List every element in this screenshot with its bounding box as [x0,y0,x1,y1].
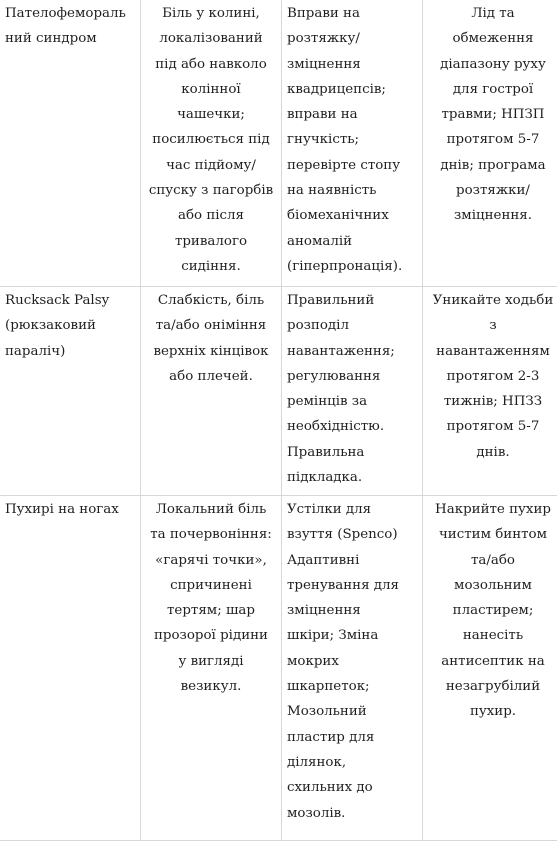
table-row [0,0,557,287]
prevention-cell: Устілки для взуття (Spenco) Адаптивні тренування для зміцнення шкіри; Зміна мокрих шкарпеток; Мозольний пластир для ділянок, схильних до мозолів. [282,496,423,841]
treatment-cell: Лід та обмеження діапазону руху для гострої травми; НПЗП протягом 5-7 днів; програма розтяжки/ зміцнення. [423,0,557,287]
symptoms-cell: Біль у колині, локалізований під або навколо колінної чашечки; посилюється під час підйому/ спуску з пагорбів або після тривалого сидіння. [141,0,282,287]
prevention-cell: Вправи на розтяжку/ зміцнення квадрицепсів; вправи на гнучкість; перевірте стопу на наявність біомеханічних аномалій (гіперпронація). [282,0,423,287]
table-row [0,496,557,841]
condition-cell: Rucksack Palsy (рюкзаковий параліч) [0,287,141,496]
symptoms-cell: Слабкість, біль та/або оніміння верхніх кінцівок або плечей. [141,287,282,496]
symptoms-cell: Локальний біль та почервоніння: «гарячі точки», спричинені тертям; шар прозорої рідини у вигляді везикул. [141,496,282,841]
treatment-cell: Уникайте ходьби з навантаженням протягом 2-3 тижнів; НПЗЗ протягом 5-7 днів. [423,287,557,496]
prevention-cell: Правильний розподіл навантаження; регулювання ремінців за необхідністю. Правильна підкладка. [282,287,423,496]
condition-cell: Пухирі на ногах [0,496,141,841]
treatment-cell: Накрийте пухир чистим бинтом та/або мозольним пластирем; нанесіть антисептик на незагрубілий пухир. [423,496,557,841]
condition-cell: Пателофемораль ний синдром [0,0,141,287]
table-row [0,287,557,496]
